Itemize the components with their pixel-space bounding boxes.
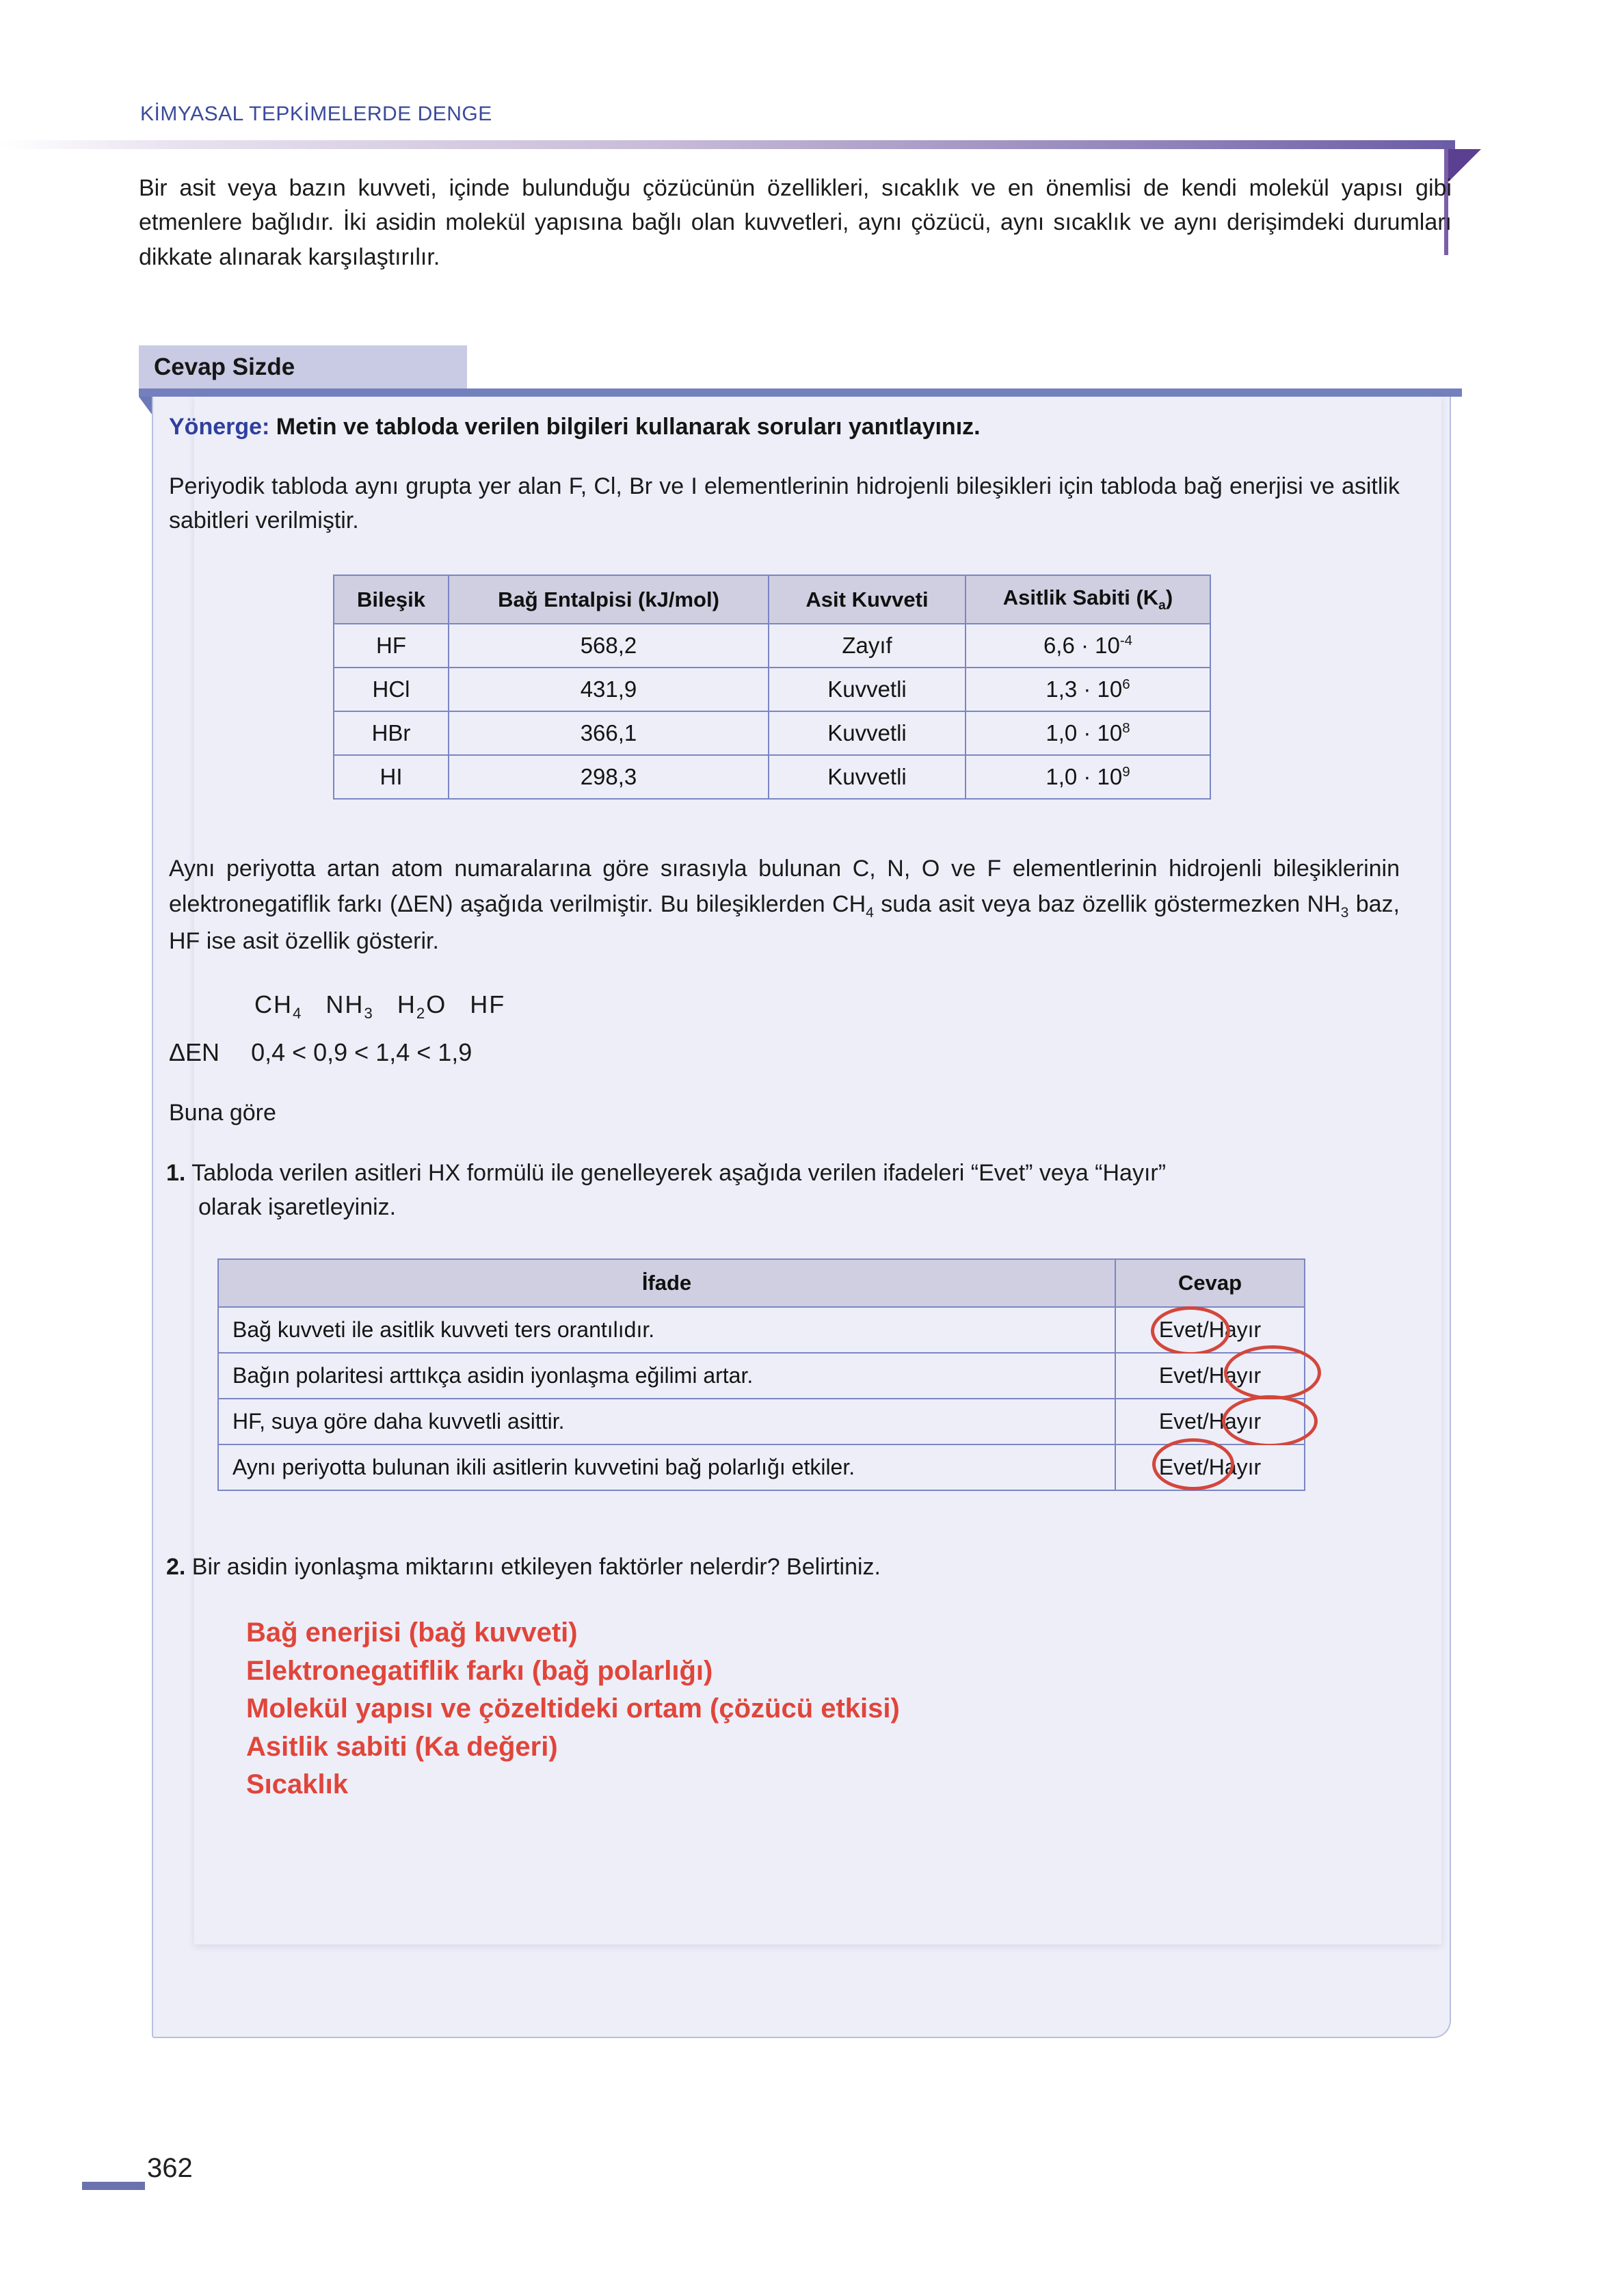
th-ka-sub: a xyxy=(1158,598,1166,613)
answer-toggle[interactable] xyxy=(1159,1317,1261,1343)
cevap-sizde-tab xyxy=(139,345,467,388)
table-header-row xyxy=(218,1259,1305,1307)
student-answer-line: Sıcaklık xyxy=(246,1769,349,1800)
cell-kuvvet: Kuvvetli xyxy=(769,755,966,799)
cell-entalpi: 431,9 xyxy=(449,668,769,711)
table-row xyxy=(218,1444,1305,1490)
question-2 xyxy=(166,1554,1404,1581)
table-row xyxy=(334,624,1210,668)
cell-bilesik: HCl xyxy=(334,668,449,711)
bond-enthalpy-table-body xyxy=(334,624,1210,799)
th-ifade: İfade xyxy=(218,1259,1115,1307)
ka-exponent: 8 xyxy=(1122,720,1130,737)
cell-kuvvet: Kuvvetli xyxy=(769,711,966,755)
table-row xyxy=(218,1399,1305,1444)
th-asitlik-sabiti xyxy=(966,575,1210,624)
species-h2o: $H_2O$ xyxy=(397,990,447,1022)
cell-ka xyxy=(966,711,1210,755)
cell-ifade: Aynı periyotta bulunan ikili asitlerin kuvvetini bağ polarlığı etkiler. xyxy=(218,1444,1115,1490)
answer-text: Evet/Hayır xyxy=(1158,1409,1262,1434)
cell-ifade: Bağ kuvveti ile asitlik kuvveti ters orantılıdır. xyxy=(218,1307,1115,1353)
paragraph-b-sub1: 4 xyxy=(866,904,874,921)
tab-underline xyxy=(139,388,1462,397)
paragraph-a: Periyodik tabloda aynı grupta yer alan F, Cl, Br ve I elementlerinin hidrojenli bileşikleri için tabloda bağ enerjisi ve asitlik sabitleri verilmiştir. xyxy=(169,473,1400,534)
answer-text: Evet/Hayır xyxy=(1158,1317,1262,1342)
evet-hayir-table-wrap xyxy=(217,1258,1305,1491)
answer-text: Evet/Hayır xyxy=(1158,1455,1262,1479)
ka-mantissa: 6,6 · 10 xyxy=(1043,633,1120,659)
bond-enthalpy-table xyxy=(333,575,1211,800)
intro-paragraph xyxy=(139,171,1452,274)
student-answer-line: Elektronegatiflik farkı (bağ polarlığı) xyxy=(246,1655,713,1686)
paragraph-b-part3: baz, HF ise asit özellik gösterir. xyxy=(169,890,1400,954)
table-row xyxy=(218,1353,1305,1399)
student-answer-line: Bağ enerjisi (bağ kuvveti) xyxy=(246,1618,578,1648)
ka-exponent: -4 xyxy=(1119,633,1133,649)
th-ka-end: ) xyxy=(1165,585,1173,609)
formula-den-row xyxy=(169,1038,472,1067)
table-row xyxy=(334,755,1210,799)
table-row xyxy=(334,711,1210,755)
question-2-text: Bir asidin iyonlaşma miktarını etkileyen faktörler nelerdir? Belirtiniz. xyxy=(185,1554,881,1580)
ka-mantissa: 1,0 · 10 xyxy=(1046,764,1123,790)
cell-ka xyxy=(966,755,1210,799)
th-asit-kuvveti: Asit Kuvveti xyxy=(769,575,966,624)
yonerge-keyword: Yönerge: xyxy=(169,414,270,440)
cell-entalpi: 568,2 xyxy=(449,624,769,668)
student-answer-line: Asitlik sabiti (Ka değeri) xyxy=(246,1731,558,1762)
header-rule-cap xyxy=(1443,140,1455,149)
evet-hayir-table xyxy=(217,1258,1305,1491)
footer-bar xyxy=(82,2182,145,2190)
nh3-sub: 3 xyxy=(364,1005,374,1022)
intro-text: Bir asit veya bazın kuvveti, içinde bulunduğu çözücünün özellikleri, sıcaklık ve en önemlisi de kendi molekül yapısı gibi etmenlere bağlıdır. İki asidin molekül yapısına bağlı olan kuvvetleri, aynı çözücü, aynı sıcaklık ve aynı derişimdeki durumları dikkate alınarak karşılaştırılır. xyxy=(139,175,1452,270)
ch4-sub: 4 xyxy=(293,1005,303,1022)
species-ch4: $CH_4$ xyxy=(254,990,303,1022)
table-row xyxy=(218,1307,1305,1353)
th-ka-main: Asitlik Sabiti (K xyxy=(1002,585,1159,609)
ka-mantissa: 1,0 · 10 xyxy=(1046,720,1123,746)
question-2-number: 2. xyxy=(166,1554,186,1580)
formula-species-row xyxy=(254,990,529,1022)
cell-bilesik: HBr xyxy=(334,711,449,755)
cell-kuvvet: Kuvvetli xyxy=(769,668,966,711)
running-head: KİMYASAL TEPKİMELERDE DENGE xyxy=(140,103,492,125)
answer-text: Evet/Hayır xyxy=(1158,1363,1262,1388)
table-header-row xyxy=(334,575,1210,624)
cell-cevap[interactable] xyxy=(1115,1353,1305,1399)
paragraph-b-sub2: 3 xyxy=(1340,904,1349,921)
cell-kuvvet: Zayıf xyxy=(769,624,966,668)
den-label: ΔEN xyxy=(169,1038,220,1066)
paragraph-b xyxy=(169,852,1400,959)
den-values: 0,4 < 0,9 < 1,4 < 1,9 xyxy=(251,1038,472,1066)
question-1-line2: olarak işaretleyiniz. xyxy=(198,1194,397,1221)
th-bilesik: Bileşik xyxy=(334,575,449,624)
evet-hayir-table-body xyxy=(218,1307,1305,1490)
cell-entalpi: 366,1 xyxy=(449,711,769,755)
bond-enthalpy-table-wrap xyxy=(333,575,1211,800)
ka-exponent: 9 xyxy=(1122,764,1130,780)
answer-toggle[interactable] xyxy=(1159,1363,1261,1388)
ka-exponent: 6 xyxy=(1122,676,1130,693)
cell-ka xyxy=(966,668,1210,711)
cell-cevap[interactable] xyxy=(1115,1399,1305,1444)
header-corner-fold-icon xyxy=(1448,149,1481,182)
yonerge-line xyxy=(169,414,1400,440)
question-1 xyxy=(166,1156,1404,1225)
paragraph-b-part2: suda asit veya baz özellik göstermezken NH xyxy=(873,890,1341,917)
cell-entalpi: 298,3 xyxy=(449,755,769,799)
student-answer-lines xyxy=(246,1614,900,1804)
page-number: 362 xyxy=(147,2153,193,2183)
yonerge-text: Metin ve tabloda verilen bilgileri kullanarak soruları yanıtlayınız. xyxy=(269,414,981,440)
species-nh3: $NH_3$ xyxy=(325,990,374,1022)
buna-gore-text: Buna göre xyxy=(169,1100,276,1126)
question-1-line1: Tabloda verilen asitleri HX formülü ile genelleyerek aşağıda verilen ifadeleri “Evet” veya “Hayır” xyxy=(185,1160,1167,1186)
cell-bilesik: HI xyxy=(334,755,449,799)
answer-toggle[interactable] xyxy=(1159,1409,1261,1434)
cell-bilesik: HF xyxy=(334,624,449,668)
h2o-sub: 2 xyxy=(416,1005,427,1022)
cell-cevap[interactable] xyxy=(1115,1444,1305,1490)
cell-ifade: Bağın polaritesi arttıkça asidin iyonlaşma eğilimi artar. xyxy=(218,1353,1115,1399)
cevap-sizde-tab-label: Cevap Sizde xyxy=(154,353,295,380)
th-bag-entalpisi: Bağ Entalpisi (kJ/mol) xyxy=(449,575,769,624)
header-rule xyxy=(0,140,1455,149)
cell-ka xyxy=(966,624,1210,668)
cell-cevap[interactable] xyxy=(1115,1307,1305,1353)
table-row xyxy=(334,668,1210,711)
question-1-number: 1. xyxy=(166,1160,186,1186)
paragraph-b-part1: Aynı periyotta artan atom numaralarına göre sırasıyla bulunan C, N, O ve F elementlerinin hidrojenli bileşiklerinin elektronegatiflik farkı (ΔEN) aşağıda verilmiştir. Bu bileşiklerden CH xyxy=(169,856,1400,917)
answer-toggle[interactable] xyxy=(1159,1455,1261,1480)
student-answer-line: Molekül yapısı ve çözeltideki ortam (çözücü etkisi) xyxy=(246,1693,900,1724)
species-hf: HF xyxy=(470,990,506,1018)
cell-ifade: HF, suya göre daha kuvvetli asittir. xyxy=(218,1399,1115,1444)
th-cevap: Cevap xyxy=(1115,1259,1305,1307)
ka-mantissa: 1,3 · 10 xyxy=(1046,676,1123,702)
